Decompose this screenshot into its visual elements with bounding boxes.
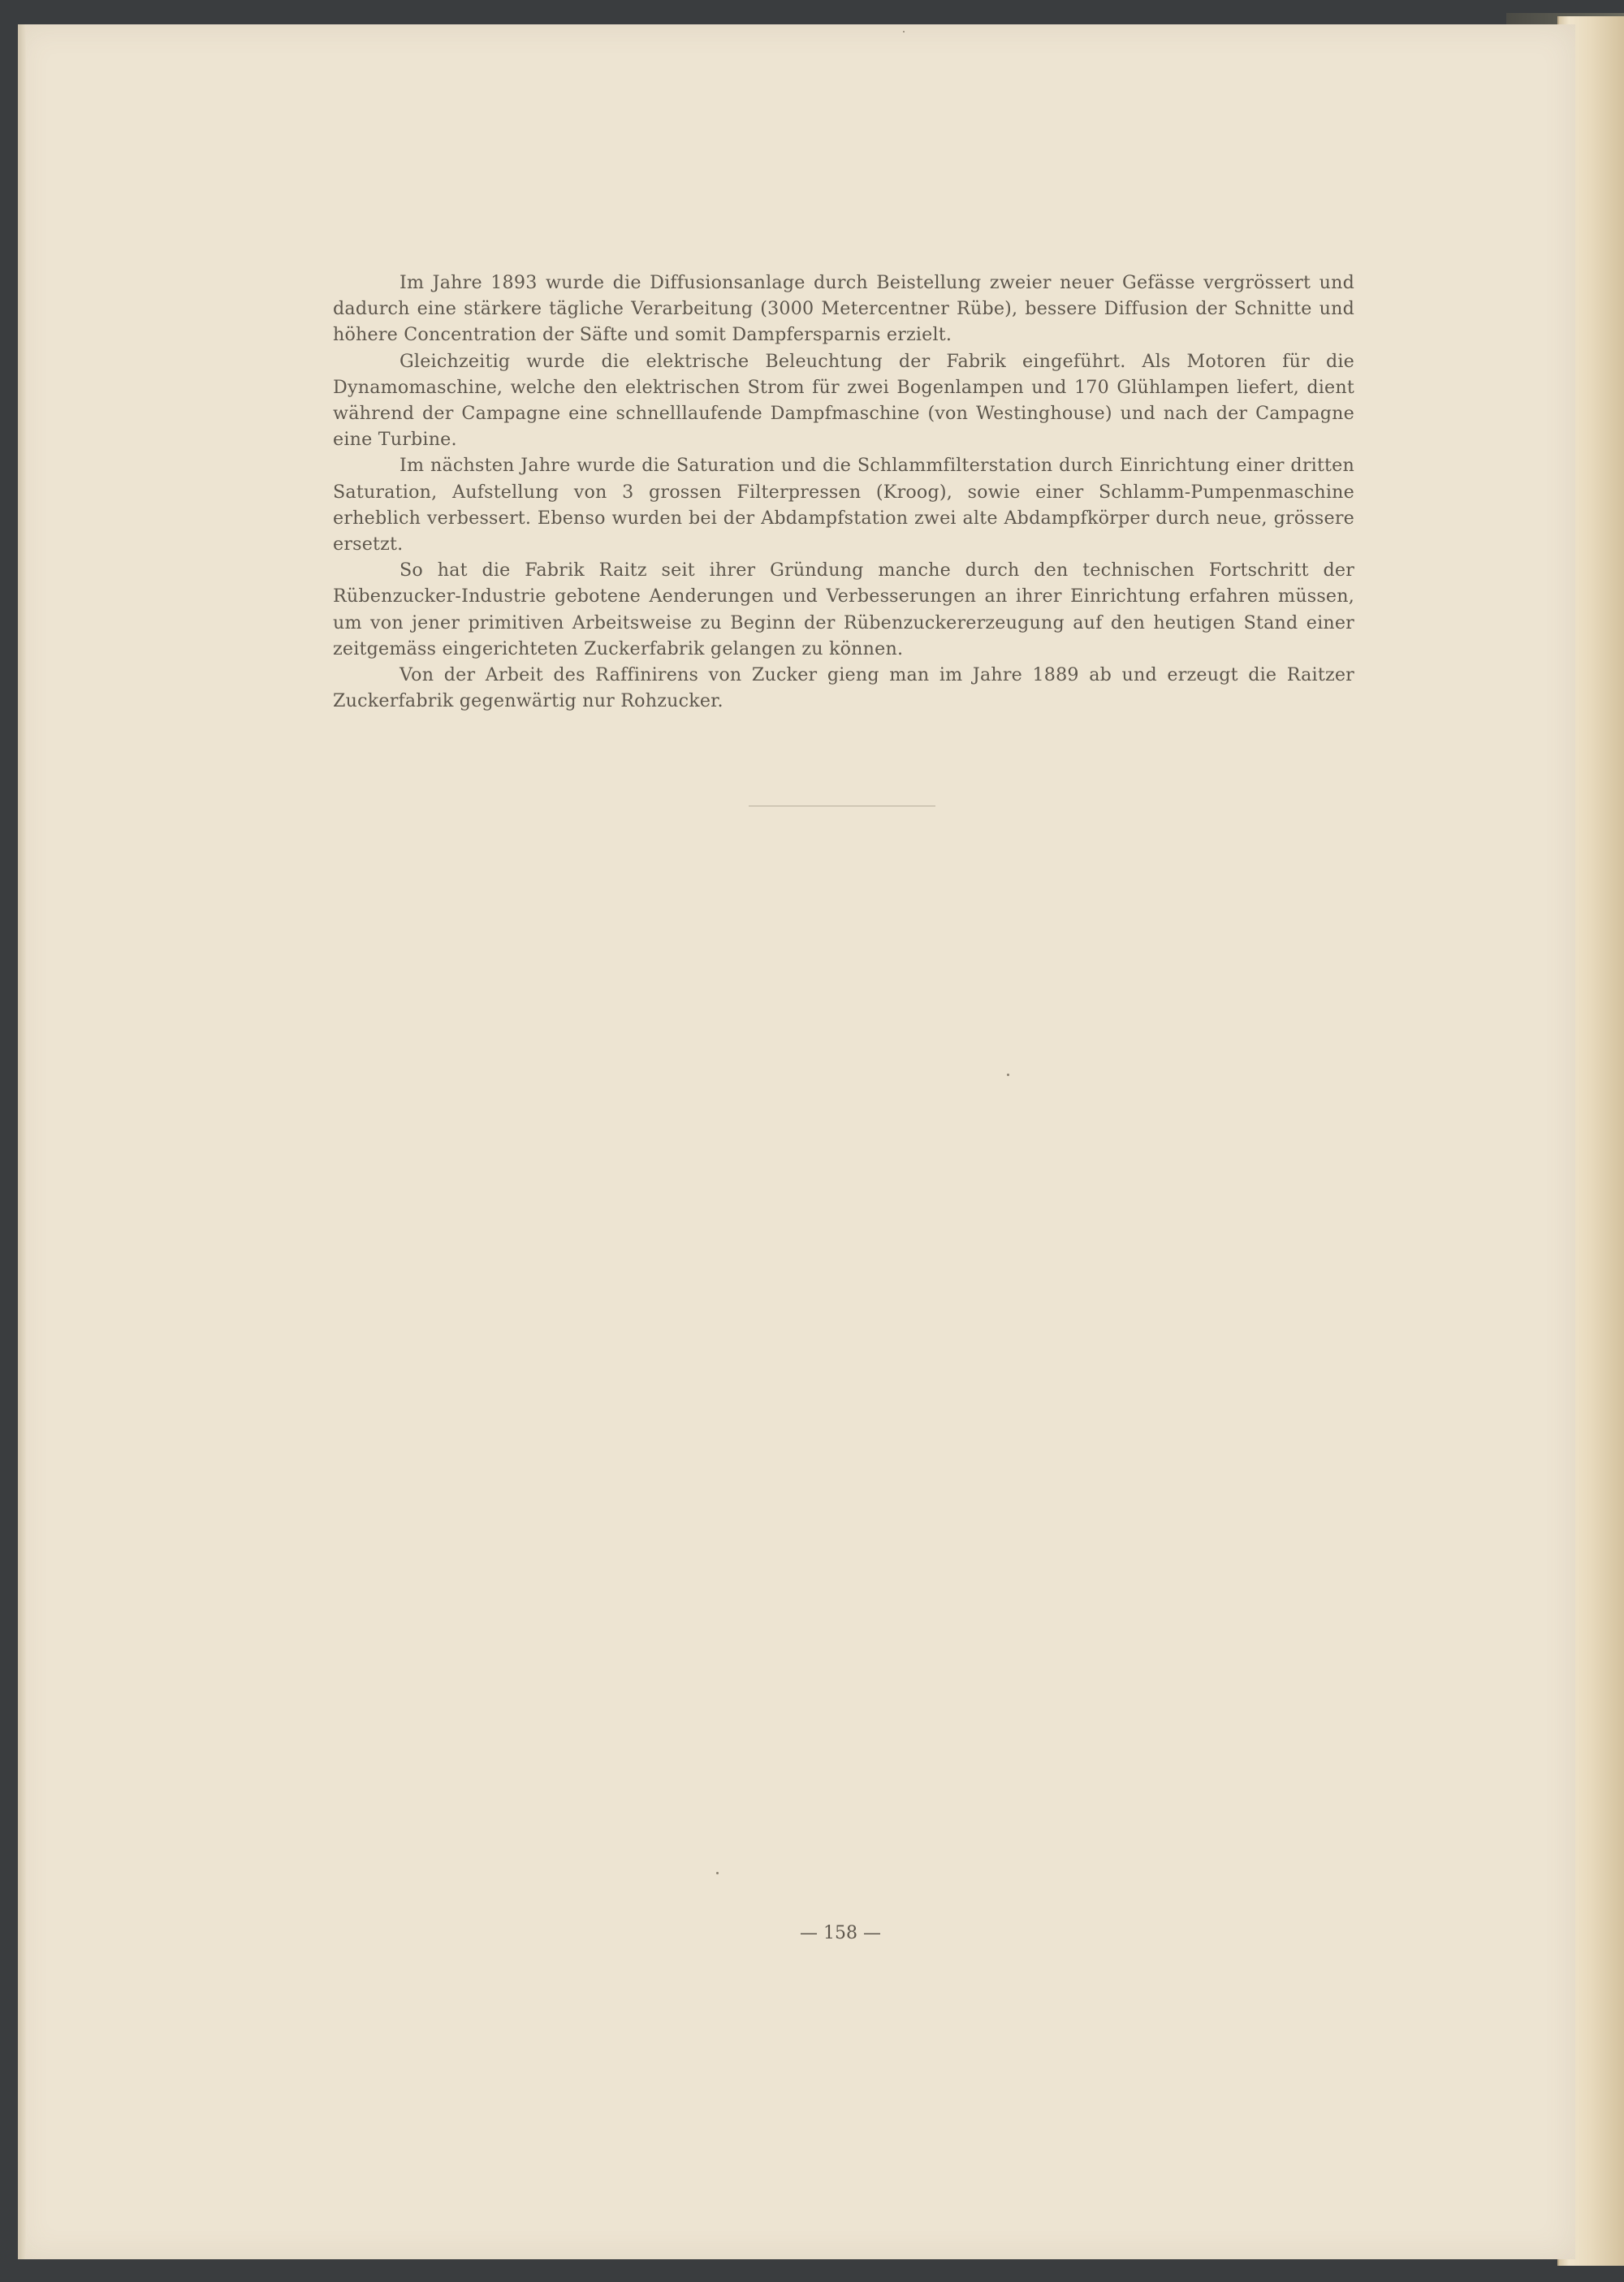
page-left-edge [18, 24, 26, 2259]
paragraph-refining: Von der Arbeit des Raffinirens von Zucker gieng man im Jahre 1889 ab und erzeugt die Raitzer Zuckerfabrik gegenwärtig nur Rohzucker. [333, 664, 1354, 712]
page-number: — 158 — [800, 1923, 881, 1943]
paper-speck [1007, 1074, 1009, 1076]
body-text [333, 270, 1354, 714]
paper-speck [903, 31, 905, 32]
paragraph-diffusion: Im Jahre 1893 wurde die Diffusionsanlage durch Beistellung zweier neuer Gefässe vergrössert und dadurch eine stärkere tägliche Verarbeitung (3000 Metercentner Rübe), bessere Diffusion der Schnitte und höhere Concentration der Säfte und somit Dampfersparnis erzielt. [333, 272, 1354, 346]
paper-speck [716, 1872, 719, 1874]
paragraph-saturation: Im nächsten Jahre wurde die Saturation und die Schlammfilterstation durch Einrichtung einer dritten Saturation, Aufstellung von 3 grossen Filterpressen (Kroog), sowie einer Schlamm-Pumpenmaschine erheblich verbessert. Ebenso wurden bei der Abdampfstation zwei alte Abdampfkörper durch neue, grössere ersetzt. [333, 455, 1354, 555]
paragraph-progress: So hat die Fabrik Raitz seit ihrer Gründung manche durch den technischen Fortschritt der Rübenzucker-Industrie gebotene Aenderungen und Verbesserungen an ihrer Einrichtung erfahren müssen, um von jener primitiven Arbeitsweise zu Beginn der Rübenzuckererzeugung auf den heutigen Stand einer zeitgemäss eingerichteten Zuckerfabrik gelangen zu können. [333, 560, 1354, 659]
paragraph-lighting: Gleichzeitig wurde die elektrische Beleuchtung der Fabrik eingeführt. Als Motoren für die Dynamomaschine, welche den elektrischen Strom für zwei Bogenlampen und 170 Glühlampen liefert, dient während der Campagne eine schnelllaufende Dampfmaschine (von Westinghouse) und nach der Campagne eine Turbine. [333, 350, 1354, 451]
